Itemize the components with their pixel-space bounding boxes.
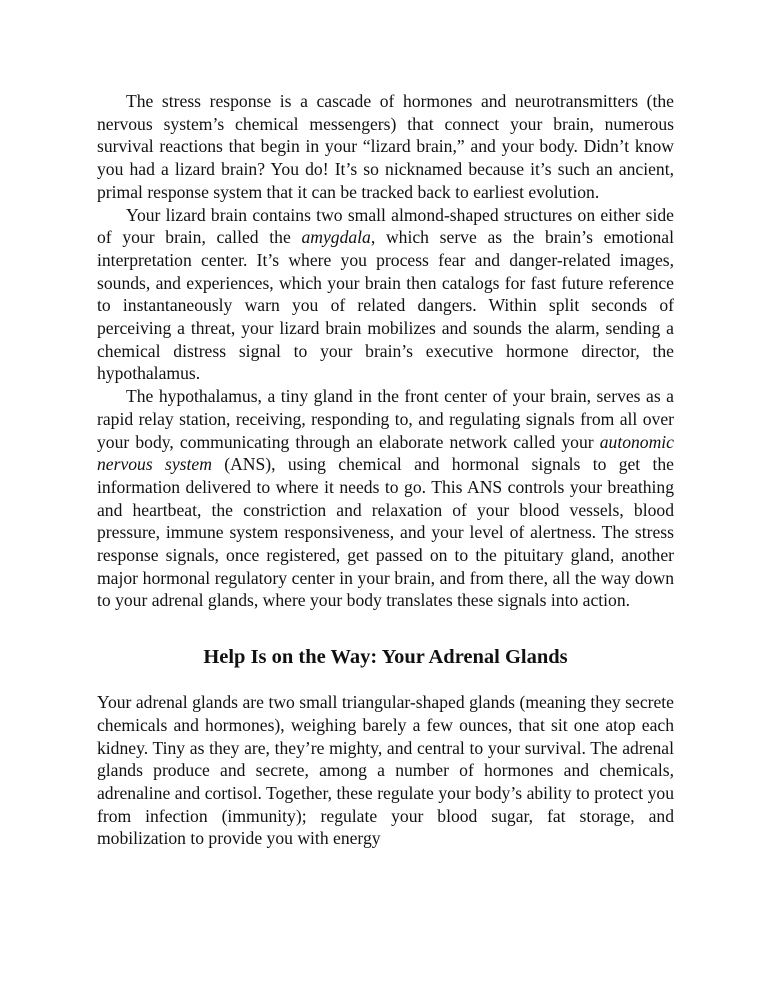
paragraph-hypothalamus [97, 385, 674, 612]
paragraph-lizard-brain-text-b: , which serve as the brain’s emotional interpretation center. It’s where you process fear and danger-related images, sounds, and experiences, which your brain then catalogs for fast future reference to instantaneously warn you of related dangers. Within split seconds of perceiving a threat, your lizard brain mobilizes and sounds the alarm, sending a chemical distress signal to your brain’s executive hormone director, the hypothalamus. [97, 227, 674, 384]
section-heading: Help Is on the Way: Your Adrenal Glands [203, 646, 568, 669]
paragraph-lizard-brain [97, 204, 674, 386]
paragraph-hypothalamus-text-a: The hypothalamus, a tiny gland in the front center of your brain, serves as a rapid relay station, receiving, responding to, and regulating signals from all over your body, communicating through an elaborate network called your [97, 386, 674, 452]
term-autonomic-nervous-system: autonomic nervous system [97, 431, 674, 475]
paragraph-stress-response: The stress response is a cascade of hormones and neurotransmitters (the nervous system’s chemical messengers) that connect your brain, numerous survival reactions that begin in your “lizard brain,” and your body. Didn’t know you had a lizard brain? You do! It’s so nicknamed because it’s such an ancient, primal response system that it can be tracked back to earliest evolution. [97, 91, 674, 202]
term-amygdala: amygdala [301, 227, 371, 248]
paragraph-hypothalamus-text-b: (ANS), using chemical and hormonal signals to get the information delivered to where it needs to go. This ANS controls your breathing and heartbeat, the constriction and relaxation of your blood vessels, blood pressure, immune system responsiveness, and your level of alertness. The stress response signals, once registered, get passed on to the pituitary gland, another major hormonal regulatory center in your brain, and from there, all the way down to your adrenal glands, where your body translates these signals into action. [97, 454, 674, 611]
paragraph-lizard-brain-text-a: Your lizard brain contains two small almond-shaped structures on either side of your brain, called the [97, 204, 674, 248]
paragraph-adrenal-glands: Your adrenal glands are two small triangular-shaped glands (meaning they secrete chemicals and hormones), weighing barely a few ounces, that sit one atop each kidney. Tiny as they are, they’re mighty, and central to your survival. The adrenal glands produce and secrete, among a number of hormones and chemicals, adrenaline and cortisol. Together, these regulate your body’s ability to protect you from infection (immunity); regulate your blood sugar, fat storage, and mobilization to provide you with energy [97, 692, 674, 849]
page-body [97, 90, 674, 850]
